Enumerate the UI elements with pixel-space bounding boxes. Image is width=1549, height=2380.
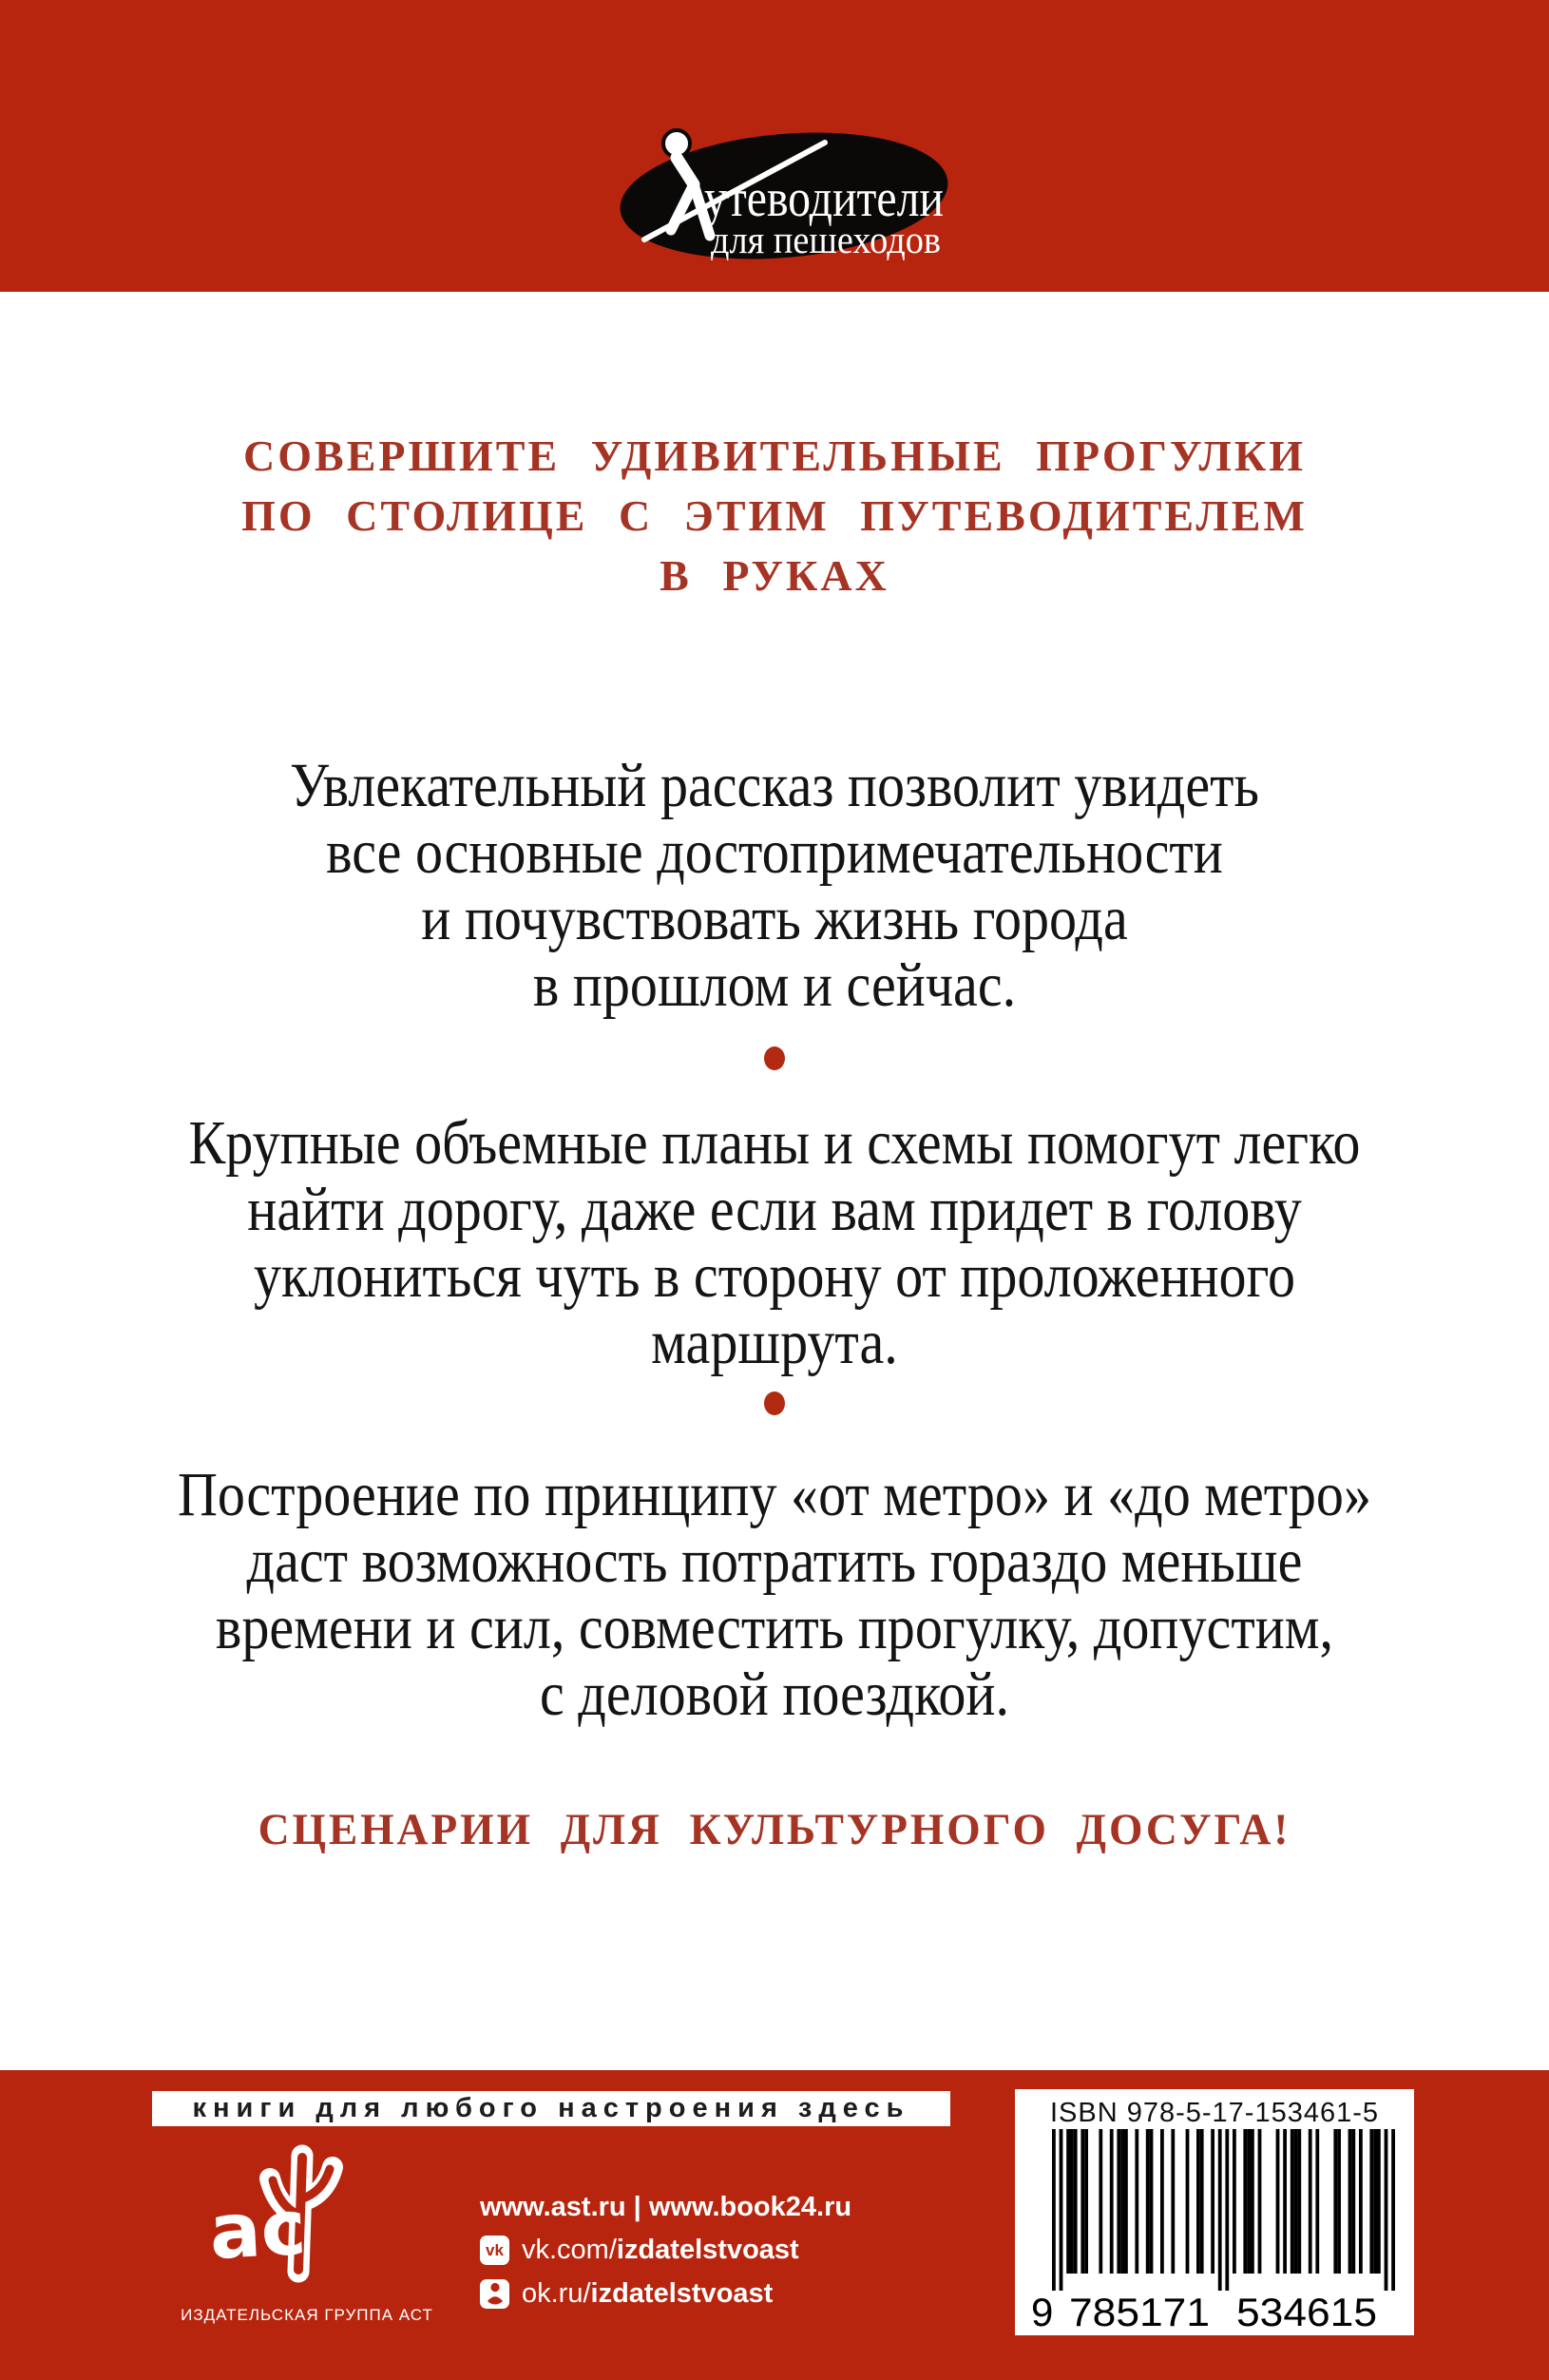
headline-line: В РУКАХ <box>660 551 889 600</box>
pedestrian-series-logo <box>608 124 950 266</box>
paragraph-line: в прошлом и сейчас. <box>532 950 1017 1020</box>
paragraph-line: и почувствовать жизнь города <box>421 884 1128 953</box>
paragraph-line: с деловой поездкой. <box>539 1660 1009 1729</box>
vk-icon-letters: vk <box>486 2240 504 2259</box>
vk-link[interactable] <box>480 2228 851 2272</box>
ok-url-account: izdatelstvoast <box>590 2277 774 2309</box>
ok-person-glyph <box>485 2282 506 2305</box>
series-logo-line2: для пешеходов <box>711 218 941 261</box>
vk-url-account: izdatelstvoast <box>616 2234 799 2265</box>
paragraph-line: Крупные объемные планы и схемы помогут легко <box>188 1108 1361 1178</box>
cta-line: СЦЕНАРИИ ДЛЯ КУЛЬТУРНОГО ДОСУГА! <box>258 1805 1291 1854</box>
separator-dot <box>764 1392 785 1415</box>
ast-logo <box>190 2140 409 2293</box>
ean-digits-left: 785171 <box>1069 2290 1210 2332</box>
isbn-label: ISBN 978-5-17-153461-5 <box>1049 2098 1380 2128</box>
ok-icon <box>480 2279 509 2309</box>
vk-icon <box>480 2236 509 2265</box>
ean-digits-right: 534615 <box>1236 2290 1377 2332</box>
paragraph-line: Увлекательный рассказ позволит увидеть <box>290 751 1259 820</box>
paragraph-3 <box>93 1462 1456 1728</box>
barcode-box <box>1015 2089 1414 2335</box>
paragraph-line: Построение по принципу «от метро» и «до метро» <box>177 1460 1372 1529</box>
barcode-bars <box>1052 2129 1395 2291</box>
paragraph-1 <box>93 753 1456 1019</box>
series-logo-line1: утеводители <box>704 169 944 228</box>
headline-line: ПО СТОЛИЦЕ С ЭТИМ ПУТЕВОДИТЕЛЕМ <box>241 491 1308 540</box>
ast-tagline: ИЗДАТЕЛЬСКАЯ ГРУППА АСТ <box>181 2306 433 2324</box>
paragraph-line: найти дорогу, даже если вам придет в голову <box>247 1175 1302 1244</box>
vk-url <box>522 2235 799 2266</box>
ean-digit-first: 9 <box>1031 2290 1054 2332</box>
ean13-barcode <box>1031 2129 1398 2332</box>
headline <box>0 426 1549 605</box>
separator-dot <box>764 1046 785 1070</box>
paragraph-line: все основные достопримечательности <box>326 817 1223 887</box>
paragraph-line: времени и сил, совместить прогулку, допустим, <box>215 1593 1334 1662</box>
top-band <box>0 0 1549 292</box>
paragraph-2 <box>93 1110 1456 1376</box>
ok-link[interactable] <box>480 2272 851 2315</box>
ok-url-prefix: ok.ru/ <box>522 2277 591 2309</box>
websites-link[interactable] <box>480 2186 851 2228</box>
headline-line: СОВЕРШИТЕ УДИВИТЕЛЬНЫЕ ПРОГУЛКИ <box>243 432 1306 480</box>
paragraph-line: маршрута. <box>651 1308 898 1377</box>
ok-url <box>522 2278 773 2310</box>
websites-text: www.ast.ru | www.book24.ru <box>480 2191 852 2222</box>
paragraph-line: уклониться чуть в сторону от проложенного <box>254 1241 1295 1311</box>
ast-logo-letters: ас <box>207 2182 309 2276</box>
slogan-strip: книги для любого настроения здесь <box>152 2091 950 2126</box>
vk-url-prefix: vk.com/ <box>522 2234 617 2265</box>
publisher-links <box>480 2186 851 2315</box>
paragraph-line: даст возможность потратить гораздо меньше <box>246 1526 1303 1596</box>
